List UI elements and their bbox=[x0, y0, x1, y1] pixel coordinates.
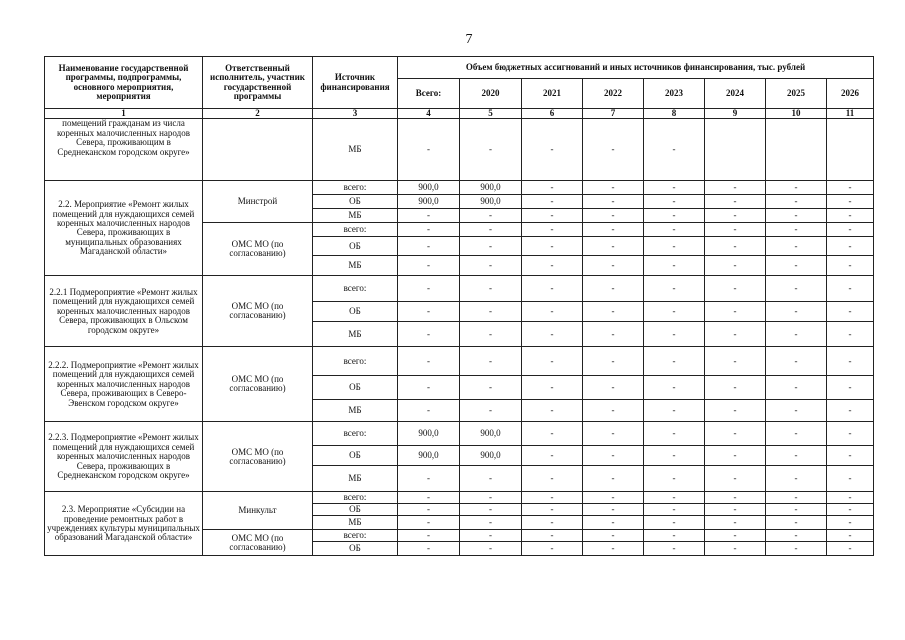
measure-name: 2.2.3. Подмероприятие «Ремонт жилых помещений для нуждающихся семей коренных малочисленных народов Севера, проживающих в Среднеканском городском округе» bbox=[45, 422, 203, 492]
value-cell: - bbox=[766, 504, 827, 516]
value-cell: - bbox=[827, 400, 874, 422]
value-cell: - bbox=[827, 347, 874, 376]
value-cell: 900,0 bbox=[460, 195, 522, 209]
value-cell: - bbox=[827, 530, 874, 542]
value-cell: - bbox=[522, 492, 583, 504]
value-cell: - bbox=[644, 209, 705, 223]
value-cell: - bbox=[460, 209, 522, 223]
value-cell: - bbox=[705, 446, 766, 466]
header-name: Наименование государственной программы, подпрограммы, основного мероприятия, мероприятия bbox=[45, 57, 203, 109]
value-cell: 900,0 bbox=[398, 195, 460, 209]
value-cell: - bbox=[644, 237, 705, 256]
value-cell: - bbox=[522, 181, 583, 195]
value-cell: - bbox=[766, 530, 827, 542]
value-cell: - bbox=[460, 237, 522, 256]
value-cell: - bbox=[460, 322, 522, 347]
table-row bbox=[45, 181, 874, 195]
source-cell: МБ bbox=[313, 322, 398, 347]
value-cell: - bbox=[766, 542, 827, 556]
value-cell: - bbox=[583, 322, 644, 347]
value-cell: - bbox=[583, 119, 644, 181]
executor-cell: ОМС МО (по согласованию) bbox=[203, 223, 313, 276]
source-cell: всего: bbox=[313, 276, 398, 302]
source-cell: всего: bbox=[313, 530, 398, 542]
value-cell: - bbox=[460, 400, 522, 422]
table-row bbox=[45, 119, 874, 181]
value-cell: - bbox=[705, 276, 766, 302]
value-cell bbox=[766, 119, 827, 181]
value-cell: - bbox=[522, 466, 583, 492]
source-cell: всего: bbox=[313, 492, 398, 504]
budget-table bbox=[44, 56, 874, 556]
value-cell: - bbox=[827, 376, 874, 400]
value-cell: - bbox=[583, 209, 644, 223]
value-cell: - bbox=[460, 223, 522, 237]
value-cell: - bbox=[827, 223, 874, 237]
value-cell: - bbox=[583, 400, 644, 422]
value-cell: - bbox=[705, 376, 766, 400]
source-cell: МБ bbox=[313, 516, 398, 530]
value-cell: - bbox=[644, 504, 705, 516]
column-index: 5 bbox=[460, 109, 522, 119]
page-number: 7 bbox=[465, 32, 473, 47]
executor-cell: ОМС МО (по согласованию) bbox=[203, 347, 313, 422]
value-cell: - bbox=[705, 195, 766, 209]
column-index-row bbox=[45, 109, 874, 119]
source-cell: МБ bbox=[313, 466, 398, 492]
value-cell: 900,0 bbox=[460, 446, 522, 466]
column-index: 9 bbox=[705, 109, 766, 119]
value-cell: - bbox=[460, 302, 522, 322]
value-cell: - bbox=[644, 400, 705, 422]
value-cell: - bbox=[398, 530, 460, 542]
value-cell: - bbox=[460, 276, 522, 302]
table-row bbox=[45, 492, 874, 504]
value-cell: - bbox=[522, 530, 583, 542]
column-index: 4 bbox=[398, 109, 460, 119]
value-cell: - bbox=[705, 516, 766, 530]
value-cell: - bbox=[583, 195, 644, 209]
value-cell: - bbox=[827, 542, 874, 556]
value-cell: - bbox=[644, 347, 705, 376]
value-cell: - bbox=[522, 542, 583, 556]
value-cell: - bbox=[522, 516, 583, 530]
measure-name: 2.2. Мероприятие «Ремонт жилых помещений для нуждающихся семей коренных малочисленных народов Севера, проживающих в муниципальных образованиях Магаданской области» bbox=[45, 181, 203, 276]
table-row bbox=[45, 347, 874, 376]
value-cell: - bbox=[522, 256, 583, 276]
value-cell: - bbox=[827, 256, 874, 276]
value-cell: - bbox=[522, 237, 583, 256]
value-cell: - bbox=[644, 516, 705, 530]
value-cell: 900,0 bbox=[398, 446, 460, 466]
value-cell: - bbox=[766, 302, 827, 322]
header-year: 2023 bbox=[644, 79, 705, 109]
value-cell: - bbox=[583, 466, 644, 492]
value-cell: - bbox=[522, 504, 583, 516]
value-cell: - bbox=[705, 466, 766, 492]
header-year: 2021 bbox=[522, 79, 583, 109]
value-cell: - bbox=[522, 347, 583, 376]
table-row bbox=[45, 276, 874, 302]
source-cell: всего: bbox=[313, 181, 398, 195]
value-cell: - bbox=[398, 209, 460, 223]
value-cell: - bbox=[644, 276, 705, 302]
value-cell: - bbox=[705, 422, 766, 446]
value-cell: - bbox=[460, 504, 522, 516]
value-cell: - bbox=[583, 422, 644, 446]
value-cell: - bbox=[460, 466, 522, 492]
value-cell: - bbox=[522, 195, 583, 209]
value-cell: - bbox=[705, 181, 766, 195]
source-cell: МБ bbox=[313, 209, 398, 223]
value-cell: - bbox=[705, 542, 766, 556]
value-cell: - bbox=[644, 446, 705, 466]
value-cell: - bbox=[460, 492, 522, 504]
value-cell: - bbox=[644, 181, 705, 195]
header-year: 2026 bbox=[827, 79, 874, 109]
value-cell bbox=[705, 119, 766, 181]
value-cell: - bbox=[583, 504, 644, 516]
measure-name: 2.3. Мероприятие «Субсидии на проведение ремонтных работ в учреждениях культуры муниципальных образований Магаданской области» bbox=[45, 492, 203, 556]
value-cell: - bbox=[522, 422, 583, 446]
value-cell: - bbox=[827, 504, 874, 516]
column-index: 8 bbox=[644, 109, 705, 119]
value-cell: - bbox=[583, 302, 644, 322]
value-cell: - bbox=[398, 516, 460, 530]
value-cell: 900,0 bbox=[460, 422, 522, 446]
value-cell: - bbox=[583, 492, 644, 504]
measure-name: 2.2.1 Подмероприятие «Ремонт жилых помещений для нуждающихся семей коренных малочисленных народов Севера, проживающих в Ольском городском округе» bbox=[45, 276, 203, 347]
value-cell: - bbox=[644, 530, 705, 542]
source-cell: ОБ bbox=[313, 195, 398, 209]
header-year: 2025 bbox=[766, 79, 827, 109]
value-cell: - bbox=[398, 256, 460, 276]
value-cell: - bbox=[827, 322, 874, 347]
value-cell: - bbox=[583, 256, 644, 276]
source-cell: ОБ bbox=[313, 237, 398, 256]
header-executor: Ответственный исполнитель, участник государственной программы bbox=[203, 57, 313, 109]
value-cell: 900,0 bbox=[460, 181, 522, 195]
value-cell: - bbox=[644, 422, 705, 446]
value-cell: - bbox=[644, 322, 705, 347]
value-cell: - bbox=[583, 376, 644, 400]
column-index: 2 bbox=[203, 109, 313, 119]
value-cell: - bbox=[398, 237, 460, 256]
value-cell: - bbox=[583, 530, 644, 542]
value-cell: - bbox=[644, 542, 705, 556]
value-cell: - bbox=[827, 209, 874, 223]
value-cell: - bbox=[766, 376, 827, 400]
value-cell: - bbox=[766, 347, 827, 376]
value-cell: - bbox=[827, 492, 874, 504]
header-year: Всего: bbox=[398, 79, 460, 109]
executor-cell: ОМС МО (по согласованию) bbox=[203, 276, 313, 347]
source-cell: ОБ bbox=[313, 542, 398, 556]
value-cell: - bbox=[644, 466, 705, 492]
value-cell: - bbox=[398, 492, 460, 504]
value-cell: - bbox=[766, 516, 827, 530]
value-cell: - bbox=[583, 542, 644, 556]
value-cell: - bbox=[522, 400, 583, 422]
source-cell: всего: bbox=[313, 223, 398, 237]
column-index: 6 bbox=[522, 109, 583, 119]
value-cell: - bbox=[398, 376, 460, 400]
header-volume: Объем бюджетных ассигнований и иных источников финансирования, тыс. рублей bbox=[398, 57, 874, 79]
column-index: 7 bbox=[583, 109, 644, 119]
source-cell: всего: bbox=[313, 347, 398, 376]
column-index: 1 bbox=[45, 109, 203, 119]
value-cell: - bbox=[644, 302, 705, 322]
value-cell: - bbox=[398, 542, 460, 556]
value-cell: - bbox=[766, 400, 827, 422]
value-cell: - bbox=[460, 516, 522, 530]
value-cell: - bbox=[583, 446, 644, 466]
source-cell: ОБ bbox=[313, 302, 398, 322]
executor-cell: Минкульт bbox=[203, 492, 313, 530]
value-cell: - bbox=[644, 195, 705, 209]
source-cell: ОБ bbox=[313, 376, 398, 400]
value-cell: - bbox=[583, 237, 644, 256]
value-cell: - bbox=[398, 223, 460, 237]
value-cell: - bbox=[644, 223, 705, 237]
executor-cell bbox=[203, 119, 313, 181]
value-cell: - bbox=[705, 492, 766, 504]
value-cell: - bbox=[522, 276, 583, 302]
value-cell: - bbox=[460, 530, 522, 542]
value-cell: - bbox=[766, 422, 827, 446]
value-cell: - bbox=[766, 492, 827, 504]
value-cell: - bbox=[766, 256, 827, 276]
value-cell: - bbox=[766, 181, 827, 195]
value-cell: - bbox=[827, 516, 874, 530]
header-year: 2024 bbox=[705, 79, 766, 109]
executor-cell: ОМС МО (по согласованию) bbox=[203, 530, 313, 556]
value-cell: - bbox=[522, 223, 583, 237]
value-cell: - bbox=[827, 237, 874, 256]
executor-cell: Минстрой bbox=[203, 181, 313, 223]
value-cell: - bbox=[766, 237, 827, 256]
measure-name: 2.2.2. Подмероприятие «Ремонт жилых помещений для нуждающихся семей коренных малочисленных народов Севера, проживающих в Северо-Эвенском городском округе» bbox=[45, 347, 203, 422]
source-cell: всего: bbox=[313, 422, 398, 446]
value-cell: - bbox=[766, 195, 827, 209]
value-cell: - bbox=[583, 516, 644, 530]
value-cell: - bbox=[766, 209, 827, 223]
value-cell: - bbox=[460, 119, 522, 181]
value-cell: - bbox=[827, 195, 874, 209]
value-cell: - bbox=[827, 302, 874, 322]
value-cell: - bbox=[583, 223, 644, 237]
column-index: 10 bbox=[766, 109, 827, 119]
value-cell: - bbox=[644, 492, 705, 504]
value-cell bbox=[827, 119, 874, 181]
value-cell: - bbox=[398, 119, 460, 181]
value-cell: - bbox=[766, 322, 827, 347]
value-cell: 900,0 bbox=[398, 181, 460, 195]
value-cell: - bbox=[705, 400, 766, 422]
value-cell: - bbox=[398, 504, 460, 516]
value-cell: - bbox=[766, 446, 827, 466]
column-index: 11 bbox=[827, 109, 874, 119]
value-cell: - bbox=[705, 256, 766, 276]
source-cell: ОБ bbox=[313, 504, 398, 516]
source-cell: МБ bbox=[313, 256, 398, 276]
value-cell: - bbox=[398, 347, 460, 376]
value-cell: 900,0 bbox=[398, 422, 460, 446]
value-cell: - bbox=[398, 276, 460, 302]
value-cell: - bbox=[583, 276, 644, 302]
executor-cell: ОМС МО (по согласованию) bbox=[203, 422, 313, 492]
value-cell: - bbox=[460, 542, 522, 556]
value-cell: - bbox=[460, 376, 522, 400]
value-cell: - bbox=[644, 376, 705, 400]
value-cell: - bbox=[766, 466, 827, 492]
value-cell: - bbox=[522, 302, 583, 322]
measure-name: помещений гражданам из числа коренных малочисленных народов Севера, проживающим в Среднеканском городском округе» bbox=[45, 119, 203, 181]
value-cell: - bbox=[460, 256, 522, 276]
value-cell: - bbox=[644, 256, 705, 276]
header-year: 2020 bbox=[460, 79, 522, 109]
source-cell: МБ bbox=[313, 119, 398, 181]
value-cell: - bbox=[398, 400, 460, 422]
value-cell: - bbox=[583, 347, 644, 376]
value-cell: - bbox=[522, 209, 583, 223]
table-row bbox=[45, 422, 874, 446]
value-cell: - bbox=[827, 446, 874, 466]
value-cell: - bbox=[705, 237, 766, 256]
value-cell: - bbox=[827, 466, 874, 492]
value-cell: - bbox=[766, 223, 827, 237]
value-cell: - bbox=[522, 446, 583, 466]
value-cell: - bbox=[460, 347, 522, 376]
value-cell: - bbox=[705, 347, 766, 376]
value-cell: - bbox=[583, 181, 644, 195]
value-cell: - bbox=[705, 530, 766, 542]
source-cell: ОБ bbox=[313, 446, 398, 466]
value-cell: - bbox=[705, 209, 766, 223]
value-cell: - bbox=[827, 276, 874, 302]
value-cell: - bbox=[827, 181, 874, 195]
value-cell: - bbox=[522, 322, 583, 347]
value-cell: - bbox=[398, 322, 460, 347]
source-cell: МБ bbox=[313, 400, 398, 422]
header-source: Источник финансирования bbox=[313, 57, 398, 109]
value-cell: - bbox=[827, 422, 874, 446]
value-cell: - bbox=[522, 376, 583, 400]
value-cell: - bbox=[705, 302, 766, 322]
value-cell: - bbox=[766, 276, 827, 302]
value-cell: - bbox=[398, 302, 460, 322]
value-cell: - bbox=[705, 504, 766, 516]
column-index: 3 bbox=[313, 109, 398, 119]
value-cell: - bbox=[705, 223, 766, 237]
header-year: 2022 bbox=[583, 79, 644, 109]
value-cell: - bbox=[644, 119, 705, 181]
value-cell: - bbox=[705, 322, 766, 347]
value-cell: - bbox=[522, 119, 583, 181]
value-cell: - bbox=[398, 466, 460, 492]
